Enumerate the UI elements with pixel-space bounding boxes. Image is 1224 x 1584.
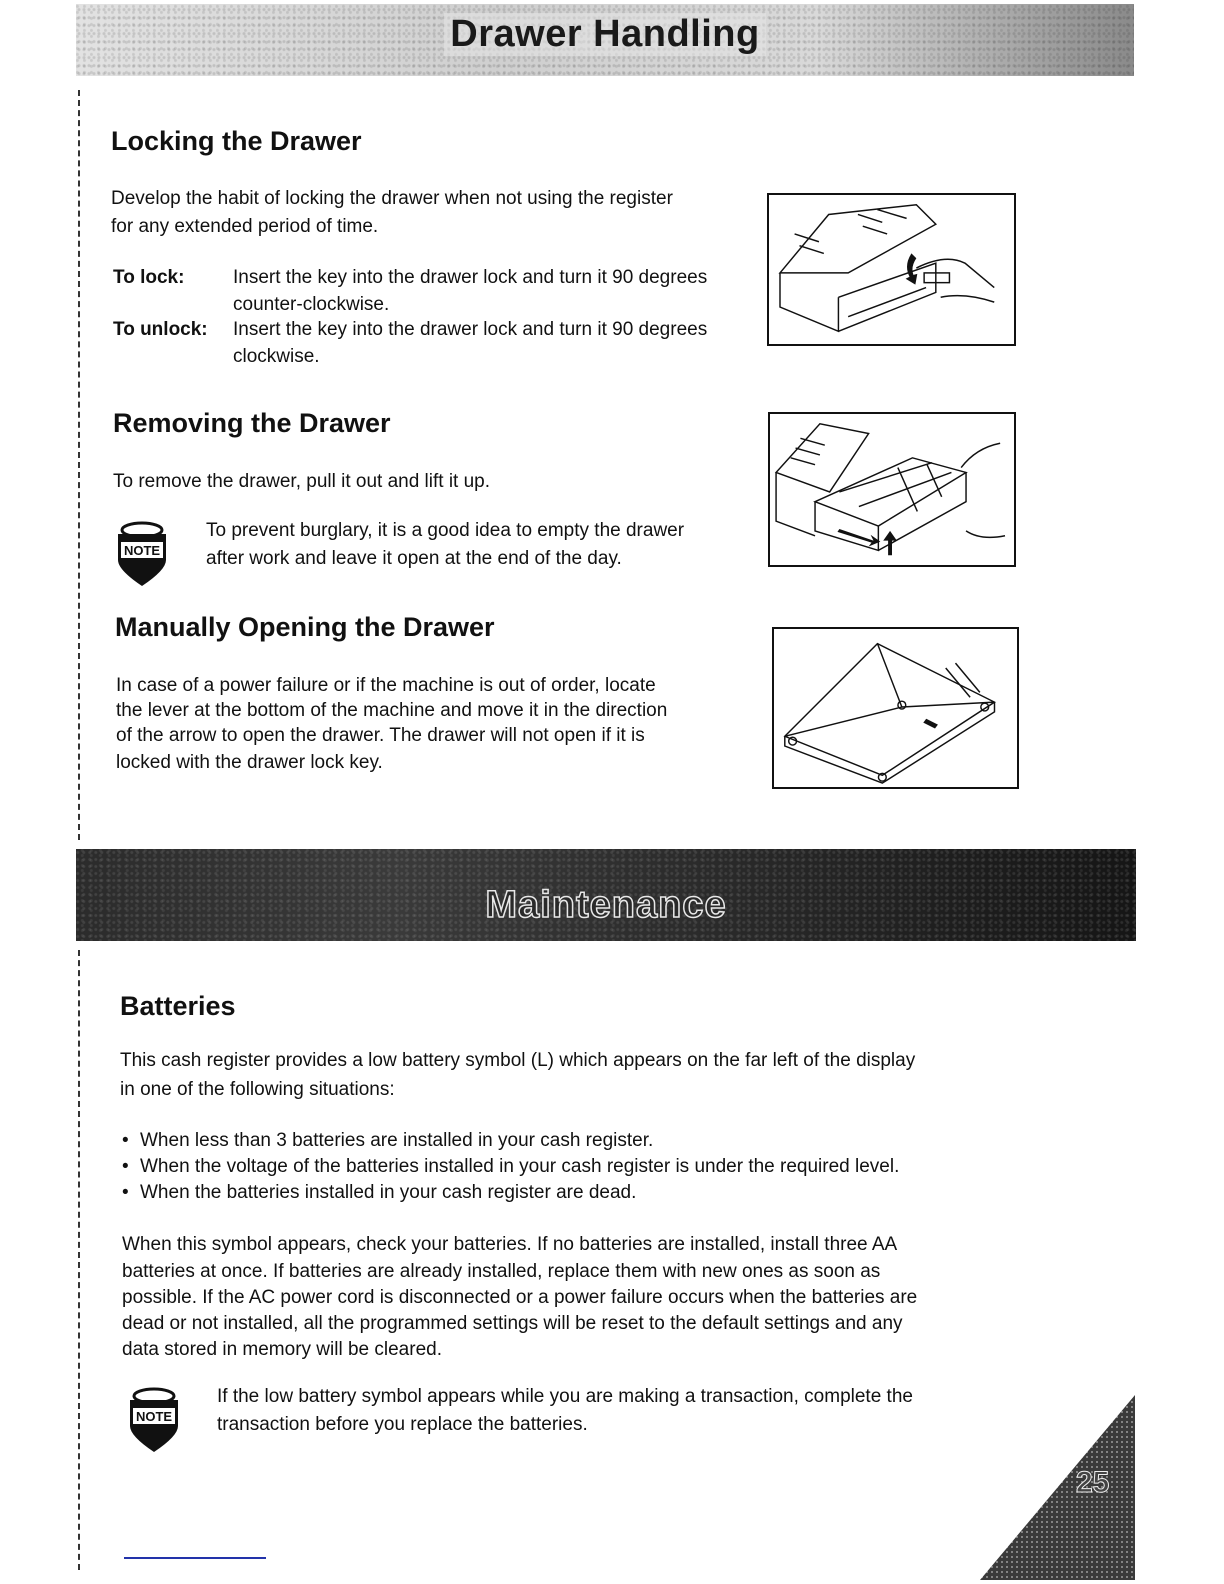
unlock-description: Insert the key into the drawer lock and turn it 90 degrees clockwise. (233, 319, 708, 367)
removing-body: To remove the drawer, pull it out and lift it up. (113, 471, 491, 492)
section-banner-drawer-handling (76, 4, 1134, 76)
key-lock-drawing (769, 195, 1014, 344)
note-icon (112, 520, 172, 588)
manual-open-illustration (772, 627, 1019, 789)
page-number: 25 (1076, 1466, 1110, 1499)
batteries-intro-line1: This cash register provides a low battery symbol (L) which appears on the far left of the display (120, 1050, 916, 1071)
list-item: • When the batteries installed in your cash register are dead. (122, 1180, 899, 1206)
batteries-body-line5: data stored in memory will be cleared. (122, 1339, 442, 1360)
manual-line3: of the arrow to open the drawer. The drawer will not open if it is (116, 725, 645, 746)
removing-note-line2: after work and leave it open at the end of the day. (206, 548, 622, 569)
page-corner-tab (980, 1395, 1140, 1580)
removing-note-line1: To prevent burglary, it is a good idea to empty the drawer (206, 520, 685, 541)
manual-heading: Manually Opening the Drawer (115, 612, 495, 642)
lock-instruction (113, 264, 733, 318)
drawer-removal-drawing (770, 414, 1014, 565)
batteries-heading: Batteries (120, 991, 236, 1021)
unlock-instruction (113, 316, 733, 370)
manual-line1: In case of a power failure or if the machine is out of order, locate (116, 675, 656, 696)
locking-heading: Locking the Drawer (111, 126, 362, 156)
batteries-note-line2: transaction before you replace the batteries. (217, 1414, 588, 1435)
batteries-body-line1: When this symbol appears, check your batteries. If no batteries are installed, install three AA (122, 1234, 898, 1255)
note-icon-label: NOTE (135, 1409, 173, 1424)
batteries-note-line1: If the low battery symbol appears while you are making a transaction, complete the (217, 1386, 913, 1407)
section-title: Drawer Handling (444, 13, 765, 56)
margin-rule (78, 950, 80, 1570)
remove-drawer-illustration (768, 412, 1016, 567)
manual-line4: locked with the drawer lock key. (116, 752, 383, 773)
note-icon-label: NOTE (123, 543, 161, 558)
lock-term: To lock: (113, 267, 185, 288)
footer-rule (124, 1557, 266, 1559)
batteries-body-line2: batteries at once. If batteries are already installed, replace them with new ones as soon as (122, 1261, 881, 1282)
locking-intro-line1: Develop the habit of locking the drawer when not using the register (111, 188, 673, 209)
lock-drawer-illustration (767, 193, 1016, 346)
batteries-intro-line2: in one of the following situations: (120, 1079, 395, 1100)
note-icon (124, 1386, 184, 1454)
section-title: Maintenance (485, 883, 727, 926)
battery-situations-list (122, 1128, 899, 1206)
removing-heading: Removing the Drawer (113, 408, 391, 438)
list-item: • When the voltage of the batteries installed in your cash register is under the required level. (122, 1154, 899, 1180)
batteries-body-line4: dead or not installed, all the programmed settings will be reset to the default settings and any (122, 1313, 903, 1334)
list-item: • When less than 3 batteries are installed in your cash register. (122, 1128, 899, 1154)
lock-description: Insert the key into the drawer lock and turn it 90 degrees counter-clockwise. (233, 267, 708, 315)
underside-drawing (774, 629, 1017, 787)
unlock-term: To unlock: (113, 319, 208, 340)
locking-intro-line2: for any extended period of time. (111, 216, 379, 237)
manual-line2: the lever at the bottom of the machine and move it in the direction (116, 700, 668, 721)
section-banner-maintenance (76, 849, 1136, 941)
margin-rule (78, 90, 80, 840)
batteries-body-line3: possible. If the AC power cord is disconnected or a power failure occurs when the batteries are (122, 1287, 918, 1308)
